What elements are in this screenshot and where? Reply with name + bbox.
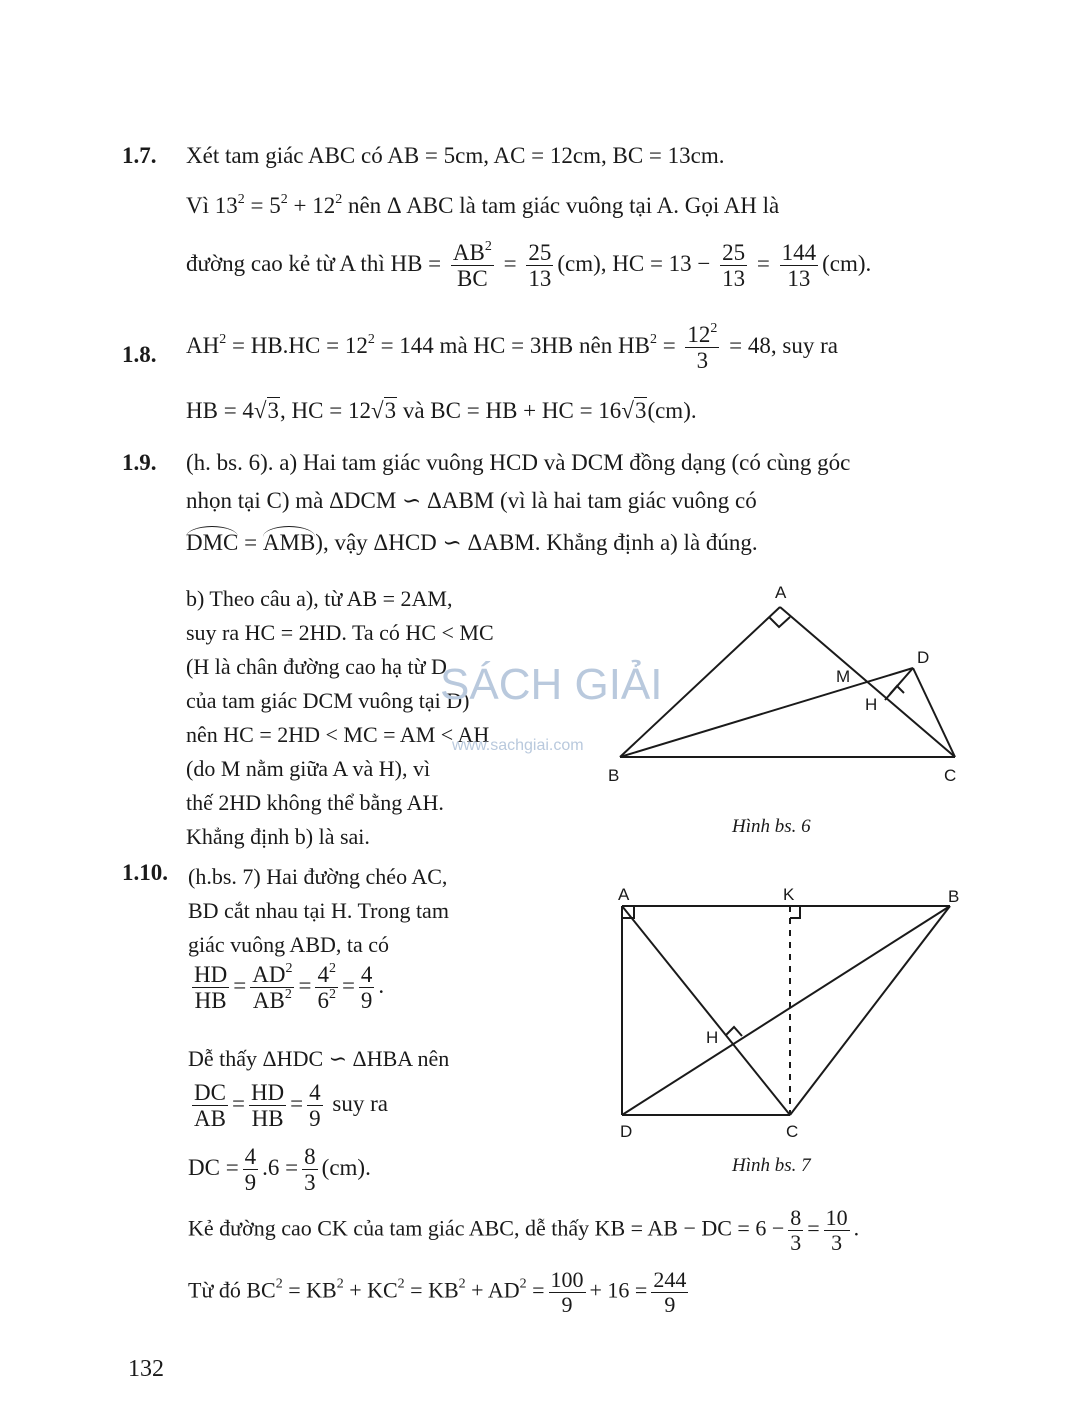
page-number: 132	[128, 1356, 164, 1382]
fraction: $\frac{4}{9}$	[309, 1080, 321, 1132]
watermark-url: www.sachgiai.com	[452, 737, 584, 754]
fraction: $\frac{144}{13}$	[781, 240, 817, 292]
p17-line2: Vì $13^2 = 5^2 + 12^2$ nên Δ ABC là tam giác vuông tại A. Gọi AH là	[186, 192, 780, 218]
label-d: D	[620, 1122, 633, 1140]
fraction: $\frac{8}{3}$	[790, 1205, 802, 1256]
label-h: H	[865, 695, 878, 714]
fraction: $\frac{100}{9}$	[550, 1267, 584, 1318]
right-angle-h	[890, 686, 904, 694]
label-m: M	[836, 667, 851, 686]
p110-eq2: $\frac{DC}{AB}$ = $\frac{HD}{HB}$ = $\frac{4}{9}$ suy ra	[194, 1080, 388, 1132]
item-number-1-8: 1.8.	[122, 342, 157, 367]
label-a: A	[775, 583, 787, 602]
figure-bs7	[600, 880, 980, 1140]
p110-sim: Dễ thấy ΔHDC ∽ ΔHBA nên	[188, 1046, 450, 1071]
segment-ab	[620, 607, 780, 757]
fraction: $\frac{10}{3}$	[825, 1205, 848, 1256]
item-number-1-9: 1.9.	[122, 450, 157, 475]
p19-line3: DMC = AMB), vậy ΔHCD ∽ ΔABM. Khẳng định a) là đúng.	[186, 530, 758, 555]
fraction: $\frac{AD^2}{AB^2}$	[252, 961, 293, 1014]
item-number-1-7: 1.7.	[122, 143, 157, 168]
label-k: K	[783, 885, 795, 904]
caption-bs7: Hình bs. 7	[732, 1155, 811, 1176]
fraction: $\frac{8}{3}$	[304, 1144, 316, 1196]
diagonal-bd	[622, 906, 950, 1115]
p110-bc: Từ đó $BC^2 = KB^2 + KC^2 = KB^2 + AD^2$ = $\frac{100}{9}$ + 16 = $\frac{244}{9}$	[188, 1267, 687, 1318]
angle-arc: AMB	[262, 530, 316, 555]
p18-line2: HB = 4√3, HC = 12√3 và BC = HB + HC = 16√3(cm).	[186, 398, 697, 423]
label-b: B	[948, 887, 960, 906]
fraction: $\frac{12^2}{3}$	[687, 321, 718, 374]
right-angle-a	[769, 617, 790, 627]
caption-bs6: Hình bs. 6	[732, 816, 811, 837]
p110-kb: Kẻ đường cao CK của tam giác ABC, dễ thấy KB = AB − DC = 6 − $\frac{8}{3}$ = $\frac{10}{3}$ .	[188, 1205, 860, 1256]
segment-dc	[913, 668, 955, 757]
segment-cb	[790, 906, 950, 1115]
label-b: B	[608, 766, 620, 785]
right-angle-h	[726, 1027, 742, 1036]
label-h: H	[706, 1028, 719, 1047]
p18-line1: $AH^2 = HB.HC = 12^2 = 144$ mà HC = 3HB nên $HB^2$ = $\frac{12^2}{3}$ = 48, suy ra	[186, 321, 838, 374]
p110-eq3: DC = $\frac{4}{9}$ .6 = $\frac{8}{3}$ (cm).	[188, 1144, 371, 1196]
watermark-logo: SÁCH GIẢI	[440, 660, 663, 709]
fraction: $\frac{25}{13}$	[722, 240, 746, 292]
p17-line3: đường cao kẻ từ A thì HB = $\frac{AB^2}{BC}$ = $\frac{25}{13}$ (cm), HC = 13 − $\frac{25}{13}$ = $\frac{144}{13}$ (cm).	[186, 239, 872, 292]
fraction: $\frac{AB^2}{BC}$	[452, 239, 492, 292]
fraction: $\frac{DC}{AB}$	[194, 1080, 226, 1132]
fraction: $\frac{244}{9}$	[653, 1267, 687, 1318]
label-a: A	[618, 885, 630, 904]
p19-line2: nhọn tại C) mà ΔDCM ∽ ΔABM (vì là hai tam giác vuông có	[186, 488, 757, 513]
p110-eq1: $\frac{HD}{HB}$ = $\frac{AD^2}{AB^2}$ = $\frac{4^2}{6^2}$ = $\frac{4}{9}$ .	[194, 961, 385, 1014]
diagonal-ac	[622, 906, 790, 1115]
right-angle-k	[790, 906, 800, 918]
p19-line1: (h. bs. 6). a) Hai tam giác vuông HCD và DCM đồng dạng (có cùng góc	[186, 450, 851, 475]
fraction: $\frac{4}{9}$	[244, 1144, 257, 1196]
item-number-1-10: 1.10.	[122, 860, 168, 885]
fraction: $\frac{HD}{HB}$	[194, 962, 228, 1014]
p17-line1: Xét tam giác ABC có AB = 5cm, AC = 12cm, BC = 13cm.	[186, 143, 725, 168]
label-c: C	[944, 766, 957, 785]
angle-arc: DMC	[186, 530, 239, 555]
fraction: $\frac{HD}{HB}$	[250, 1080, 285, 1132]
label-d: D	[917, 648, 930, 667]
fraction: $\frac{25}{13}$	[528, 240, 552, 292]
p110-intro: (h.bs. 7) Hai đường chéo AC, BD cắt nhau tại H. Trong tam giác vuông ABD, ta có	[188, 864, 449, 957]
fraction: $\frac{4}{9}$	[360, 962, 373, 1014]
label-c: C	[786, 1122, 799, 1140]
fraction: $\frac{4^2}{6^2}$	[317, 961, 336, 1014]
figure-bs6	[600, 580, 980, 790]
p19-part-b: b) Theo câu a), từ AB = 2AM, suy ra HC = 2HD. Ta có HC < MC (H là chân đường cao hạ từ D của tam giác DCM vuông tại D) nên HC = 2HD < MC = AM < AH (do M nằm giữa A và H), vì thế 2HD không thể bằng AH. Khẳng định b) là sai.	[186, 586, 494, 849]
